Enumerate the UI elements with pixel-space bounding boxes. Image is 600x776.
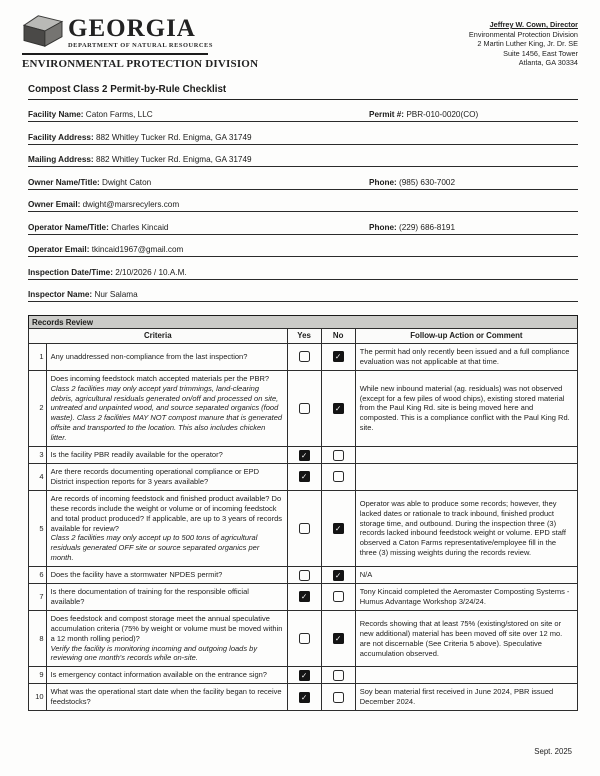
field-mailing-address-row	[28, 155, 578, 167]
criteria-cell: Does the facility have a stormwater NPDES permit?	[46, 567, 287, 584]
comment-cell: Soy bean material first received in June 2024, PBR issued December 2024.	[355, 684, 577, 711]
criteria-note: Class 2 facilities may only accept yard trimmings, land-clearing debris, agricultural residuals generated on/off and processed on site, untreated and unpainted wood, and source separated organics (food waste). Class 2 facilities MAY NOT compost manure that is generated offsite and transported to the location. This also includes chicken litter.	[50, 383, 283, 443]
comment-cell: N/A	[355, 567, 577, 584]
dnr-logo	[22, 12, 259, 70]
criteria-cell: Is emergency contact information available on the entrance sign?	[46, 667, 287, 684]
field-label: Phone:	[369, 177, 397, 187]
no-cell	[321, 684, 355, 711]
field-value: 882 Whitley Tucker Rd. Enigma, GA 31749	[95, 132, 252, 142]
no-checkbox	[333, 591, 344, 602]
yes-checkbox	[299, 523, 310, 534]
yes-checkbox	[299, 570, 310, 581]
row-number: 7	[29, 584, 47, 611]
checklist-row-7	[29, 584, 578, 611]
field-value: Charles Kincaid	[111, 222, 169, 232]
yes-cell	[287, 667, 321, 684]
row-number: 4	[29, 463, 47, 490]
yes-cell	[287, 610, 321, 667]
comment-cell	[355, 667, 577, 684]
document-title: Compost Class 2 Permit-by-Rule Checklist	[28, 84, 578, 100]
row-number: 2	[29, 370, 47, 446]
row-number: 1	[29, 343, 47, 370]
checklist-row-9	[29, 667, 578, 684]
checklist-row-2	[29, 370, 578, 446]
yes-checkbox	[299, 351, 310, 362]
row-number: 3	[29, 447, 47, 464]
no-cell	[321, 490, 355, 566]
field-label: Inspection Date/Time:	[28, 267, 113, 277]
criteria-cell: Any unaddressed non-compliance from the last inspection?	[46, 343, 287, 370]
row-number: 8	[29, 610, 47, 667]
row-number: 10	[29, 684, 47, 711]
criteria-cell: What was the operational start date when the facility began to receive feedstocks?	[46, 684, 287, 711]
records-review-section-header: Records Review	[28, 315, 578, 328]
field-value: PBR-010-0020(CO)	[406, 110, 479, 119]
yes-checkbox	[299, 633, 310, 644]
records-review-table	[28, 328, 578, 711]
yes-cell	[287, 463, 321, 490]
yes-cell	[287, 584, 321, 611]
field-label: Operator Email:	[28, 245, 90, 254]
field-label: Phone:	[369, 222, 397, 232]
criteria-cell: Does feedstock and compost storage meet the annual speculative accumulation criteria (75% by weight or volume must be moved within a 12 month rolling period)? Verify the facility is monitoring incoming and outgoing loads by reviewing one month's records while on-site.	[46, 610, 287, 667]
no-cell	[321, 447, 355, 464]
checklist-row-4	[29, 463, 578, 490]
no-checkbox: ✓	[333, 403, 344, 414]
yes-checkbox: ✓	[299, 450, 310, 461]
field-facility-address-row	[28, 133, 578, 145]
field-operator-email-row	[28, 245, 578, 257]
checklist-row-3	[29, 447, 578, 464]
field-label: Facility Name:	[28, 110, 84, 119]
comment-cell	[355, 463, 577, 490]
field-value: tkincaid1967@gmail.com	[91, 245, 184, 254]
no-checkbox	[333, 471, 344, 482]
no-checkbox	[333, 670, 344, 681]
yes-column-header: Yes	[287, 329, 321, 344]
row-number: 5	[29, 490, 47, 566]
field-operator-name-row	[28, 223, 578, 235]
field-value: (985) 630-7002	[399, 177, 456, 187]
criteria-cell: Does incoming feedstock match accepted materials per the PBR? Class 2 facilities may only accept yard trimmings, land-clearing debris, agricultural residuals generated on/off and processed on site, untreated and unpainted wood, and source separated organics (food waste). Class 2 facilities MAY NOT compost manure that is generated offsite and transported to the location. This also includes chicken litter.	[46, 370, 287, 446]
field-value: Dwight Caton	[102, 177, 152, 187]
facility-info-fields	[28, 110, 578, 302]
checklist-row-10	[29, 684, 578, 711]
logo-dept-name: DEPARTMENT OF NATURAL RESOURCES	[68, 42, 213, 49]
address-line: 2 Martin Luther King, Jr. Dr. SE	[477, 39, 578, 49]
yes-checkbox: ✓	[299, 692, 310, 703]
no-cell	[321, 584, 355, 611]
logo-divider	[22, 53, 208, 55]
field-label: Owner Email:	[28, 200, 81, 209]
comment-cell: Tony Kincaid completed the Aeromaster Composting Systems - Humus Advantage Workshop 3/24/24.	[355, 584, 577, 611]
no-cell	[321, 667, 355, 684]
no-checkbox: ✓	[333, 351, 344, 362]
address-block	[469, 20, 578, 68]
field-inspection-datetime-row	[28, 268, 578, 280]
yes-checkbox: ✓	[299, 471, 310, 482]
no-checkbox: ✓	[333, 633, 344, 644]
revision-date: Sept. 2025	[534, 747, 572, 756]
criteria-cell: Are records of incoming feedstock and finished product available? Do these records include the weight or volume or of incoming feedstock and total product produced? If applicable, are up to 3 years of records available for review? Class 2 facilities may only accept up to 500 tons of agricultural residuals generated OFF site or source separated organics per month.	[46, 490, 287, 566]
criteria-column-header: Criteria	[29, 329, 288, 344]
criteria-note: Class 2 facilities may only accept up to 500 tons of agricultural residuals generated OFF site or source separated organics per month.	[50, 533, 260, 563]
yes-cell	[287, 567, 321, 584]
checklist-row-1	[29, 343, 578, 370]
comment-cell: While new inbound material (ag. residuals) was not observed (except for a few piles of wood chips), existing stored material from the Paul King Rd. site is being moved here and composted. This is a compliance conflict with the Paul King Rd. site.	[355, 370, 577, 446]
checklist-row-8	[29, 610, 578, 667]
criteria-note: Verify the facility is monitoring incoming and outgoing loads by reviewing one month's records while on-site.	[50, 643, 258, 663]
field-inspector-name-row	[28, 290, 578, 302]
yes-cell	[287, 343, 321, 370]
no-checkbox: ✓	[333, 570, 344, 581]
field-owner-email-row	[28, 200, 578, 212]
field-label: Permit #:	[369, 110, 405, 119]
field-facility-name-row	[28, 110, 578, 122]
comment-cell	[355, 447, 577, 464]
no-cell	[321, 370, 355, 446]
no-checkbox	[333, 692, 344, 703]
field-label: Mailing Address:	[28, 155, 94, 164]
table-header-row	[29, 329, 578, 344]
field-label: Facility Address:	[28, 132, 94, 142]
logo-division-name: ENVIRONMENTAL PROTECTION DIVISION	[22, 58, 259, 70]
followup-column-header: Follow-up Action or Comment	[355, 329, 577, 344]
field-value: Nur Salama	[94, 290, 138, 299]
yes-cell	[287, 447, 321, 464]
field-owner-name-row	[28, 178, 578, 190]
dnr-logo-mark-icon	[22, 12, 64, 50]
no-cell	[321, 343, 355, 370]
no-cell	[321, 610, 355, 667]
field-value: 2/10/2026 / 10.A.M.	[115, 267, 187, 277]
page-header	[22, 12, 578, 70]
address-line: Suite 1456, East Tower	[503, 48, 578, 58]
comment-cell: The permit had only recently been issued and a full compliance evaluation was not applicable at that time.	[355, 343, 577, 370]
comment-cell: Records showing that at least 75% (existing/stored on site or new additional) material has been moved off site over 12 mo. are not discernable (See Criteria 5 above). Speculative accumulation observed.	[355, 610, 577, 667]
no-column-header: No	[321, 329, 355, 344]
logo-org-name: GEORGIA	[68, 15, 196, 42]
yes-cell	[287, 490, 321, 566]
field-label: Operator Name/Title:	[28, 222, 109, 232]
no-checkbox: ✓	[333, 523, 344, 534]
checklist-row-5	[29, 490, 578, 566]
checklist-row-6	[29, 567, 578, 584]
criteria-cell: Are there records documenting operational compliance or EPD District inspection reports for 3 years available?	[46, 463, 287, 490]
comment-cell: Operator was able to produce some records; however, they lacked dates or rationale to track inbound, finished product storage time, and outbound. During the inspection three (3) records lacked inbound feedstock weight or volume. EPD staff observed a Caton Farms representative/employee fill in the three (3) missing weights during the records review.	[355, 490, 577, 566]
criteria-cell: Is the facility PBR readily available for the operator?	[46, 447, 287, 464]
field-label: Inspector Name:	[28, 290, 93, 299]
yes-checkbox: ✓	[299, 670, 310, 681]
no-cell	[321, 567, 355, 584]
yes-checkbox: ✓	[299, 591, 310, 602]
field-value: (229) 686-8191	[399, 222, 456, 232]
yes-cell	[287, 370, 321, 446]
field-label: Owner Name/Title:	[28, 177, 100, 187]
criteria-cell: Is there documentation of training for the responsible official available?	[46, 584, 287, 611]
yes-cell	[287, 684, 321, 711]
address-line: Atlanta, GA 30334	[518, 58, 578, 68]
field-value: Caton Farms, LLC	[85, 110, 153, 119]
yes-checkbox	[299, 403, 310, 414]
row-number: 9	[29, 667, 47, 684]
field-value: dwight@marsrecylers.com	[82, 200, 180, 209]
field-value: 882 Whitley Tucker Rd. Enigma, GA 31749	[95, 155, 252, 164]
address-line: Environmental Protection Division	[468, 29, 578, 39]
no-checkbox	[333, 450, 344, 461]
director-line: Jeffrey W. Cown, Director	[489, 20, 578, 29]
no-cell	[321, 463, 355, 490]
row-number: 6	[29, 567, 47, 584]
